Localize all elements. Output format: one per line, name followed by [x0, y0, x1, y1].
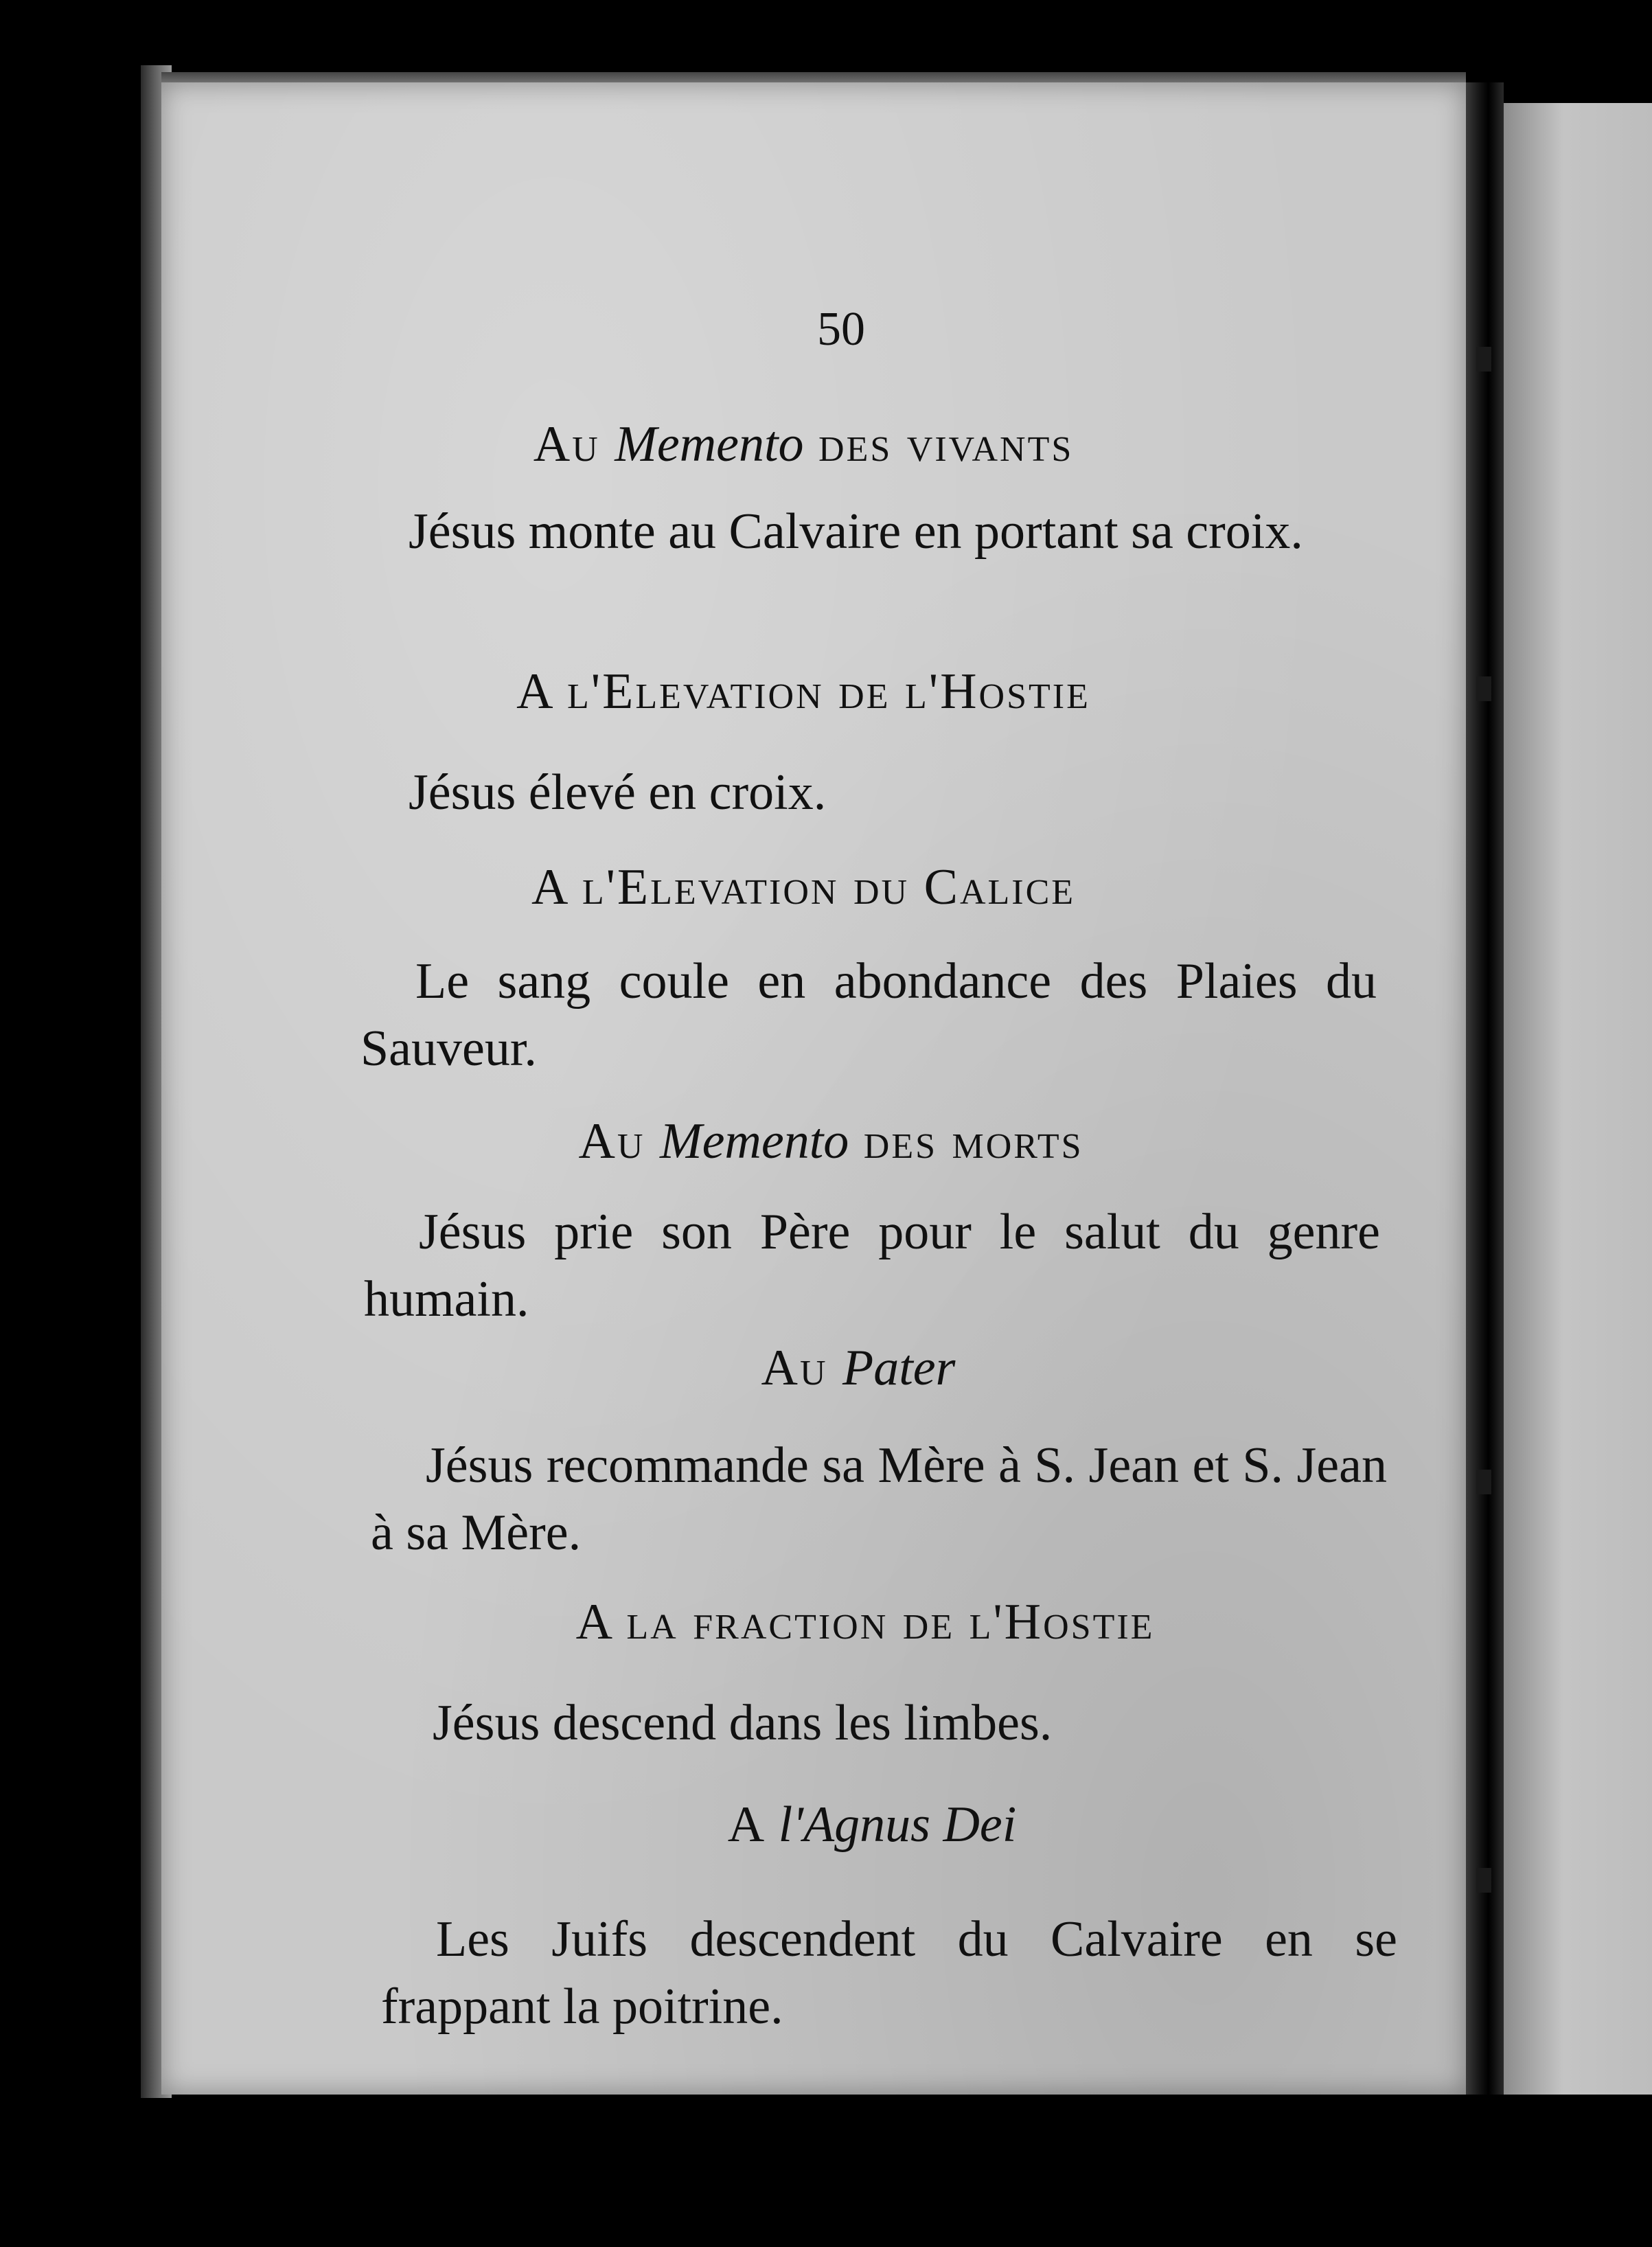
heading-italic: l'Agnus Dei: [778, 1797, 1017, 1853]
section-text: Jésus recommande sa Mère à S. Jean et S. Jean à sa Mère.: [371, 1437, 1387, 1561]
heading-text: Au: [761, 1340, 828, 1396]
section-text: Le sang coule en abondance des Plaies du Sauveur.: [360, 953, 1377, 1077]
section-heading: [419, 1593, 1311, 1652]
heading-text: Au: [533, 416, 600, 472]
section-heading: [357, 663, 1250, 721]
heading-text: A: [727, 1797, 764, 1853]
section-heading: [412, 1339, 1305, 1398]
section-text: Jésus prie son Père pour le salut du genre humain.: [364, 1204, 1380, 1327]
section-text: Les Juifs descendent du Calvaire en se frappant la poitrine.: [381, 1911, 1397, 2035]
heading-text: A la fraction de l'Hostie: [575, 1594, 1155, 1650]
section-text: Jésus élevé en croix.: [409, 764, 827, 821]
section-heading: [357, 415, 1250, 474]
section-text: Jésus descend dans les limbes.: [433, 1695, 1053, 1751]
page-number: 50: [817, 303, 865, 356]
heading-text: des vivants: [818, 416, 1074, 472]
heading-text: Au: [578, 1113, 645, 1170]
heading-text: des morts: [863, 1113, 1083, 1170]
heading-text: A l'Elevation de l'Hostie: [516, 663, 1090, 720]
section-heading: [357, 858, 1250, 917]
heading-italic: Pater: [842, 1340, 956, 1396]
heading-text: A l'Elevation du Calice: [531, 859, 1076, 915]
heading-italic: Memento: [659, 1113, 849, 1170]
section-heading: [385, 1113, 1277, 1171]
heading-italic: Memento: [615, 416, 804, 472]
section-heading: [426, 1796, 1318, 1854]
section-text: Jésus monte au Calvaire en portant sa croix.: [409, 503, 1303, 560]
